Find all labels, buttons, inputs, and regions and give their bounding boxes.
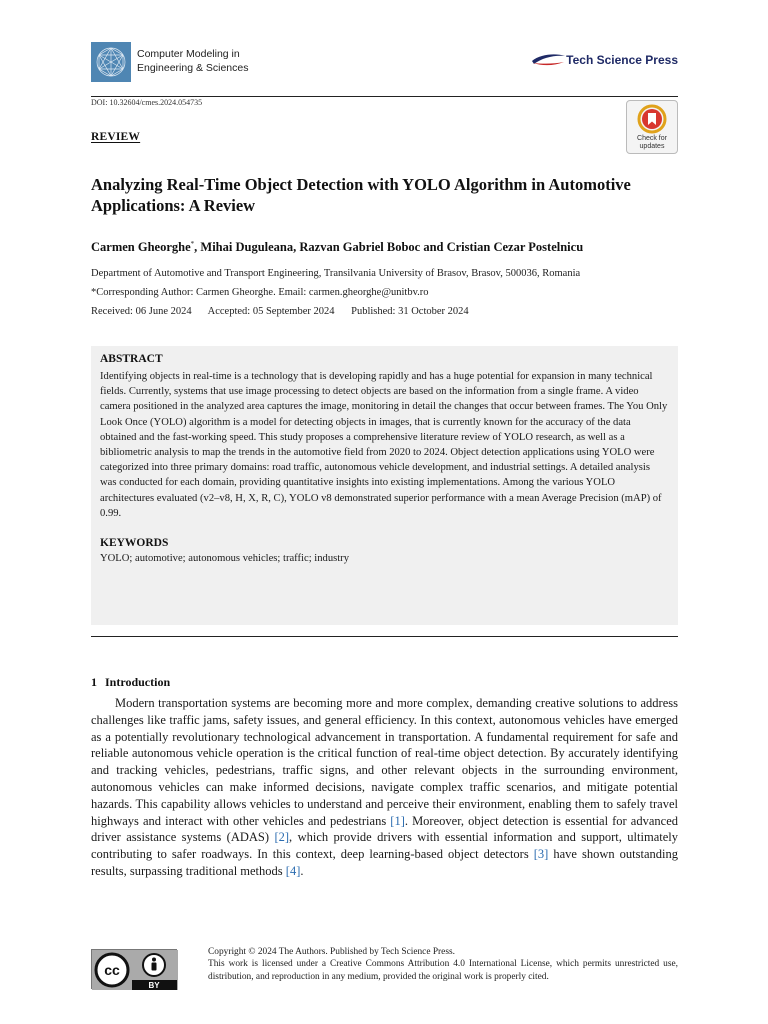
affiliation: Department of Automotive and Transport Engineering, Transilvania University of Brasov, Brasov, 500036, Romania [91, 268, 581, 279]
cc-mark: cc [104, 962, 120, 978]
corresponding-mark: * [190, 240, 195, 248]
journal-name-line2: Engineering & Sciences [137, 62, 249, 74]
section-number: 1 [91, 675, 97, 689]
section-heading [91, 675, 170, 690]
check-for-updates-button[interactable] [626, 100, 678, 154]
date-accepted: Accepted: 05 September 2024 [207, 306, 335, 317]
intro-text-1: Modern transportation systems are becoming more and more complex, demanding creative solutions to address challenges like traffic jams, safety issues, and general efficiency. In this context, autonomous vehicles have emerged as a potentially revolutionary technological advancement in transportation. A fundamental requirement for safe and reliable autonomous vehicle operation is the critical function of real-time object detection. By accurately identifying and tracking vehicles, pedestrians, traffic signs, and other relevant objects in the surrounding environment, autonomous vehicles can make informed decisions, navigate complex traffic scenarios, and mitigate potential hazards. This capability allows vehicles to understand and perceive their environment, enabling them to safely travel highways and interact with other vehicles and pedestrians [91, 696, 678, 828]
citation-link[interactable]: [3] [533, 847, 549, 862]
section-title: Introduction [105, 675, 171, 689]
intro-text-4: have shown outstanding results, surpassing traditional methods [91, 847, 678, 878]
intro-text-2: . Moreover, object detection is essential for advanced driver assistance systems (ADAS) [91, 813, 679, 845]
author-first[interactable]: Carmen Gheorghe [91, 240, 191, 255]
abstract-text: Identifying objects in real-time is a technology that is developing rapidly and has a huge potential for expansion in many technical fields. Currently, systems that use image processing to detect objects are based on the information from a single frame. A video camera positioned in the analyzed area captures the image, monitoring in detail the changes that occur between frames. The You Only Look Once (YOLO) algorithm is a model for detecting objects in images, that is currently known for the accuracy of the data obtained and the fast-working speed. This study proposes a comprehensive literature review of YOLO research, as well as a bibliometric analysis to map the trends in the automotive field from 2020 to 2024. Object detection applications using YOLO were categorized into three primary domains: road traffic, autonomous vehicle development, and industrial settings. A detailed analysis was conducted for each domain, providing quantitative insights into existing implementations. Among the various YOLO architectures evaluated (v2–v8, H, X, R, C), YOLO v8 demonstrated superior performance with a mean Average Precision (mAP) of 0.99. [100, 371, 668, 519]
date-published: Published: 31 October 2024 [351, 306, 469, 317]
abstract-rule [91, 636, 678, 637]
article-title: Analyzing Real-Time Object Detection with YOLO Algorithm in Automotive Applications: A Review [91, 175, 631, 215]
header-rule [91, 96, 678, 97]
article-type-label: REVIEW [91, 131, 141, 143]
citation-link[interactable]: [1] [390, 813, 405, 828]
keywords-heading: KEYWORDS [100, 537, 169, 550]
by-mark: BY [148, 981, 160, 990]
publisher-logo[interactable] [530, 52, 678, 68]
intro-text-5: . [300, 863, 304, 878]
article-dates [91, 306, 483, 317]
journal-name-line1: Computer Modeling in [137, 48, 240, 60]
journal-name [137, 47, 249, 75]
license-notice [208, 946, 678, 983]
license-text: This work is licensed under a Creative Commons Attribution 4.0 International License, which permits unrestricted use, distribution, and reproduction in any medium, provided the original work is properly cited. [208, 959, 678, 982]
doi[interactable]: DOI: 10.32604/cmes.2024.054735 [91, 98, 203, 107]
check-updates-line1: Check for [637, 135, 667, 142]
bookmark-check-icon [637, 104, 667, 134]
copyright-line: Copyright © 2024 The Authors. Published by Tech Science Press. [208, 947, 455, 957]
author-rest: , Mihai Duguleana, Razvan Gabriel Boboc and Cristian Cezar Postelnicu [194, 240, 584, 255]
author-list [91, 240, 583, 255]
abstract-box [91, 346, 678, 625]
publisher-name: Tech Science Press [566, 53, 678, 67]
intro-paragraph [91, 695, 678, 880]
citation-link[interactable]: [4] [285, 863, 301, 878]
corresponding-author: *Corresponding Author: Carmen Gheorghe. Email: carmen.gheorghe@unitbv.ro [91, 287, 429, 298]
swoosh-icon [530, 52, 566, 68]
abstract-heading: ABSTRACT [100, 353, 163, 365]
intro-text-3: , which provide drivers with essential information and support, ultimately contributing to safer roadways. In this context, deep learning-based object detectors [91, 830, 678, 862]
keywords-text: YOLO; automotive; autonomous vehicles; traffic; industry [100, 553, 350, 565]
citation-link[interactable]: [2] [274, 830, 290, 845]
date-received: Received: 06 June 2024 [91, 306, 192, 317]
journal-logo-icon [91, 42, 131, 82]
check-updates-line2: updates [639, 143, 665, 150]
cc-by-icon[interactable] [91, 949, 177, 989]
